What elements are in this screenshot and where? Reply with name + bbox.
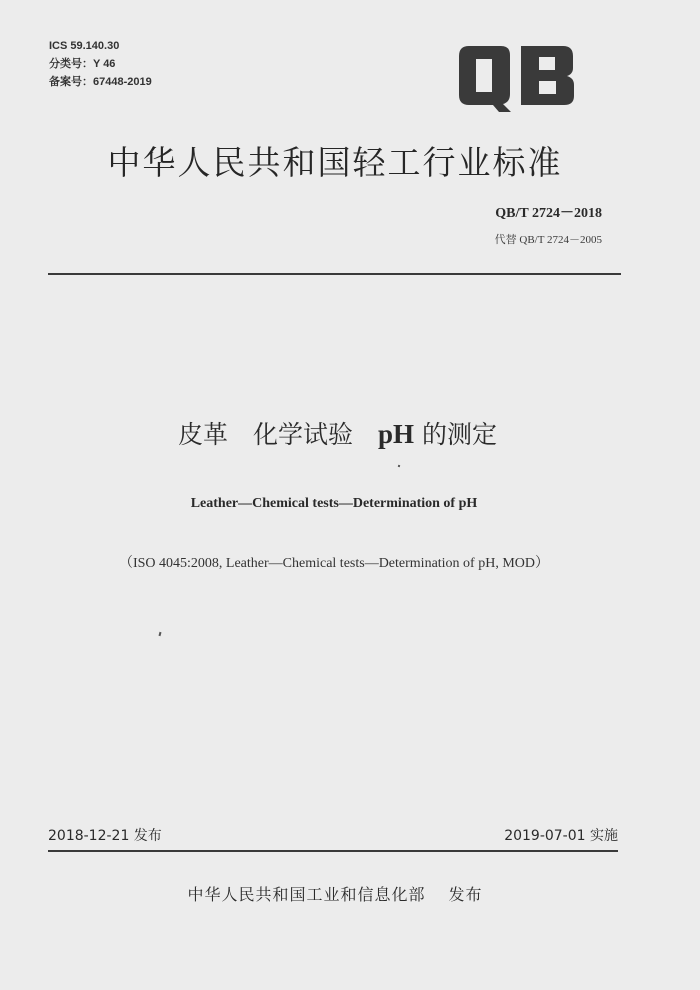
chinese-title bbox=[0, 415, 675, 451]
english-title: Leather—Chemical tests—Determination of pH bbox=[190, 496, 478, 511]
standard-category-title: 中华人民共和国轻工行业标准 bbox=[107, 143, 563, 182]
ics-code: ICS 59.140.30 bbox=[49, 40, 120, 52]
qb-logo bbox=[455, 42, 579, 114]
implementation-date: 2019-07-01 实施 bbox=[504, 828, 618, 844]
issue-date: 2018-12-21 发布 bbox=[48, 828, 162, 844]
scan-speck bbox=[159, 632, 162, 636]
chinese-title-suffix: 的测定 bbox=[414, 420, 497, 449]
iso-reference: （ISO 4045:2008, Leather—Chemical tests—Determination of pH, MOD） bbox=[118, 556, 550, 571]
standard-number: QB/T 2724－2018 bbox=[495, 206, 602, 221]
footer-divider bbox=[48, 850, 618, 852]
publisher: 中华人民共和国工业和信息化部 发布 bbox=[187, 885, 483, 904]
scan-speck bbox=[398, 465, 400, 467]
header-divider bbox=[48, 273, 621, 275]
chinese-title-ph: pH bbox=[378, 419, 415, 449]
record-number: 备案号：67448-2019 bbox=[49, 76, 152, 88]
classification-number: 分类号：Y 46 bbox=[49, 58, 116, 70]
replaces-standard: 代替 QB/T 2724－2005 bbox=[494, 234, 602, 246]
chinese-title-main: 皮革 化学试验 bbox=[178, 420, 379, 449]
